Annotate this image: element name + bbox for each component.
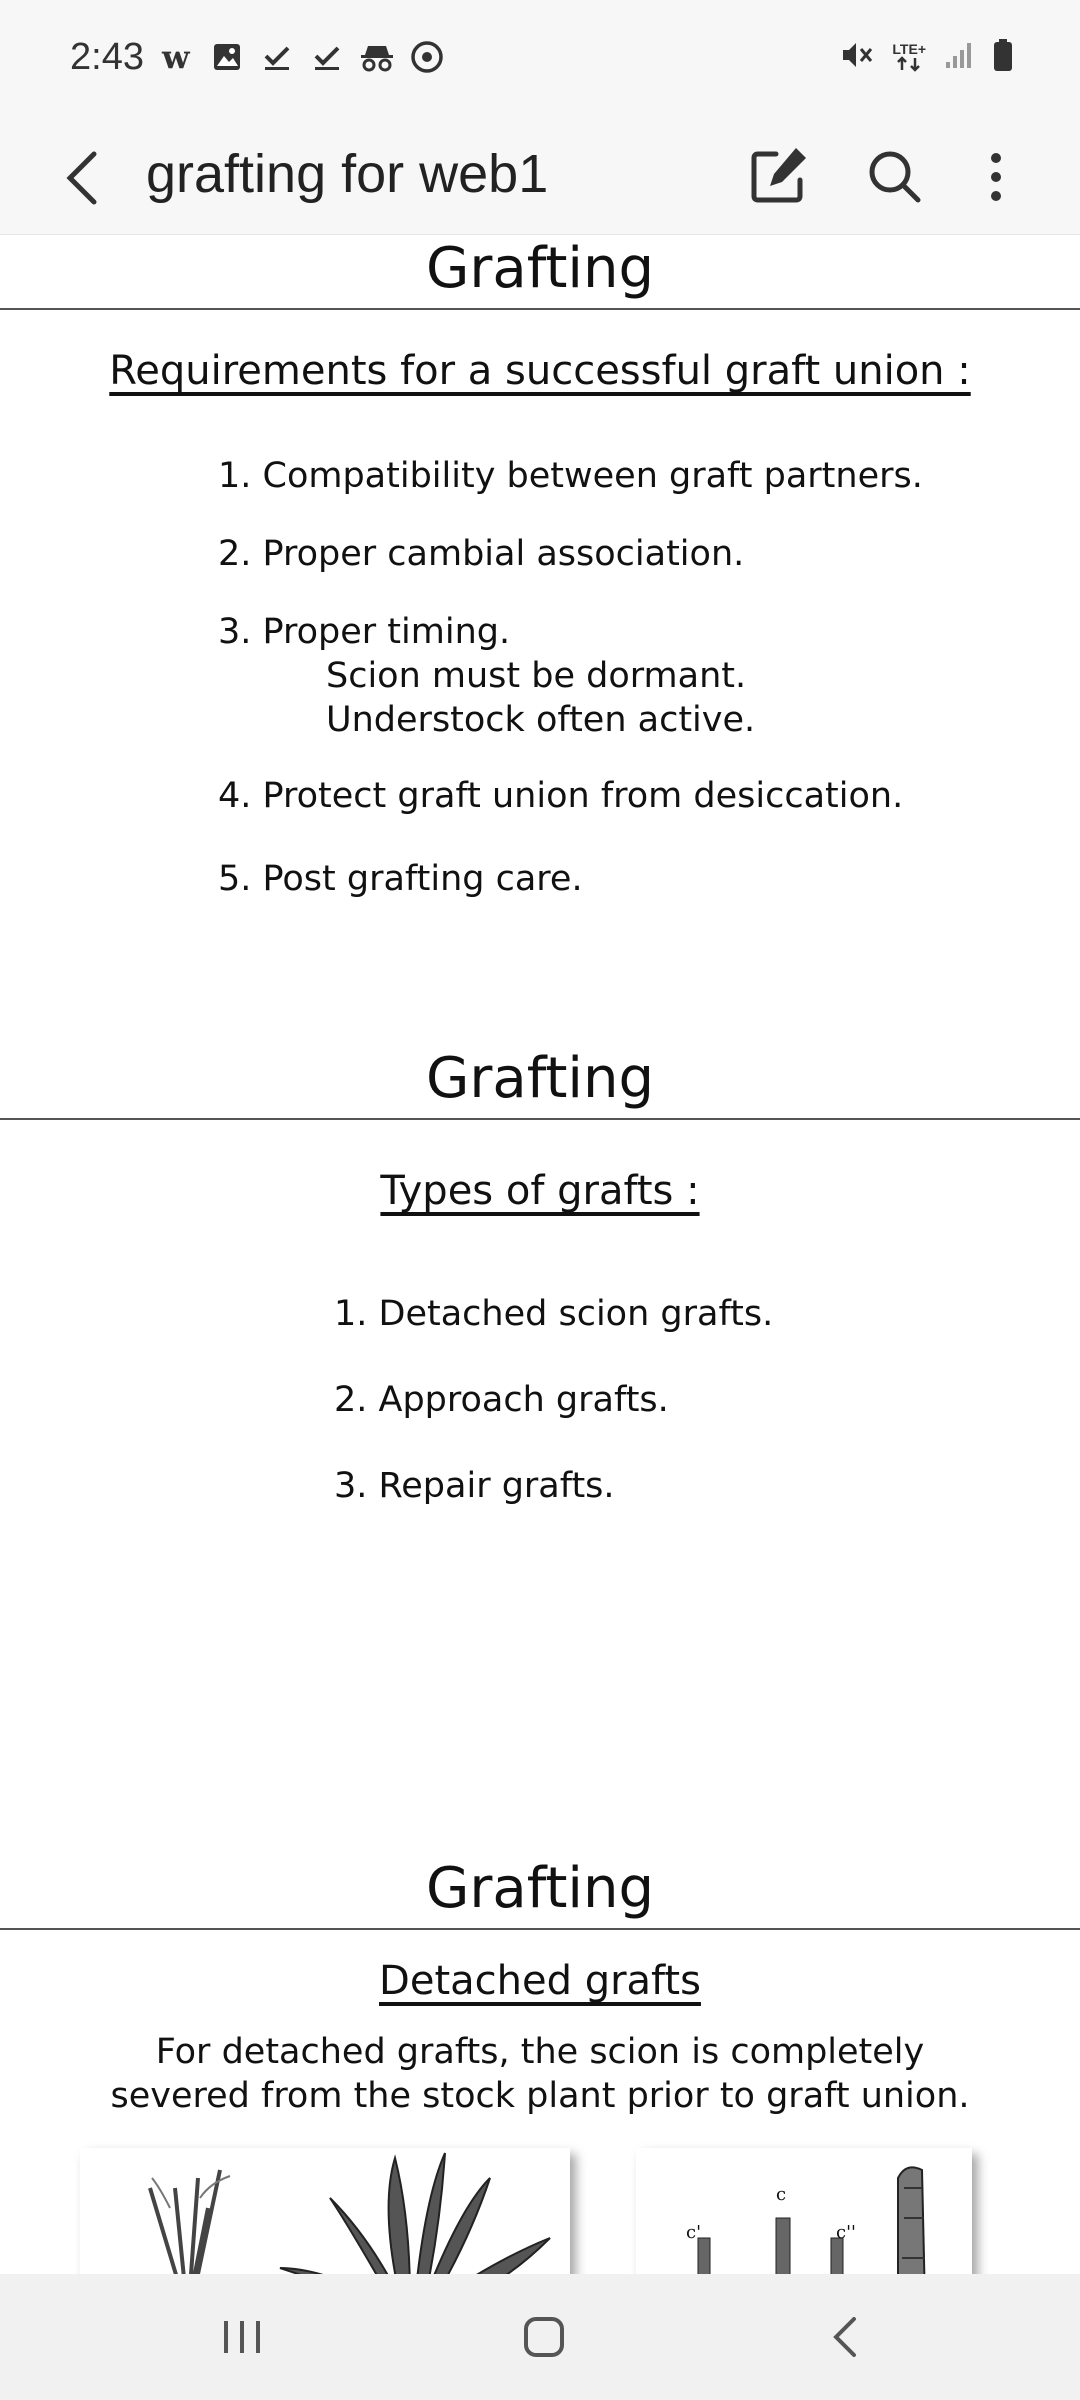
svg-text:w: w bbox=[162, 40, 190, 74]
divider bbox=[0, 1118, 1080, 1120]
list-item: 2. Approach grafts. bbox=[334, 1380, 669, 1420]
search-button[interactable] bbox=[852, 134, 938, 220]
divider bbox=[0, 308, 1080, 310]
slide-title: Grafting bbox=[425, 236, 655, 301]
mute-icon bbox=[840, 38, 874, 76]
battery-icon bbox=[992, 38, 1014, 76]
list-item: 1. Detached scion grafts. bbox=[334, 1294, 774, 1334]
list-item: 3. Repair grafts. bbox=[334, 1466, 615, 1506]
plant-illustration bbox=[80, 2148, 570, 2274]
check-icon bbox=[310, 40, 344, 74]
slide-paragraph-line: severed from the stock plant prior to graft union. bbox=[110, 2076, 970, 2116]
slide-paragraph-line: For detached grafts, the scion is completely bbox=[155, 2032, 925, 2072]
chevron-left-icon bbox=[54, 138, 134, 218]
list-item: 3. Proper timing. bbox=[218, 612, 511, 652]
document-title: grafting for web1 bbox=[146, 144, 549, 204]
network-type: LTE+ bbox=[892, 41, 926, 57]
slide-subtitle: Requirements for a successful graft union : bbox=[109, 348, 971, 394]
signal-icon bbox=[944, 40, 974, 74]
gallery-icon bbox=[210, 40, 244, 74]
edit-icon bbox=[736, 134, 822, 220]
chevron-left-icon bbox=[816, 2307, 876, 2367]
figure-label: c bbox=[776, 2184, 787, 2205]
recent-apps-button[interactable] bbox=[192, 2294, 292, 2380]
app-bar bbox=[0, 120, 1080, 235]
figure-label: c' bbox=[686, 2222, 702, 2243]
slide-subtitle: Detached grafts bbox=[379, 1958, 701, 2004]
graft-stems-illustration bbox=[636, 2148, 972, 2274]
slide-subtitle: Types of grafts : bbox=[380, 1168, 700, 1214]
list-item: 1. Compatibility between graft partners. bbox=[218, 456, 923, 496]
status-bar bbox=[0, 0, 1080, 120]
system-back-button[interactable] bbox=[796, 2294, 896, 2380]
more-options-button[interactable] bbox=[956, 134, 1036, 220]
lte-icon bbox=[892, 42, 926, 72]
list-item: 5. Post grafting care. bbox=[218, 859, 583, 899]
incognito-icon bbox=[360, 40, 394, 74]
divider bbox=[0, 1928, 1080, 1930]
list-item: 2. Proper cambial association. bbox=[218, 534, 745, 574]
system-icons bbox=[840, 38, 1014, 76]
w-app-icon bbox=[160, 40, 194, 74]
list-subitem: Scion must be dormant. bbox=[326, 656, 747, 696]
home-button[interactable] bbox=[494, 2294, 594, 2380]
figure-label: c'' bbox=[836, 2222, 856, 2243]
record-icon bbox=[410, 40, 444, 74]
home-icon bbox=[514, 2307, 574, 2367]
notification-icons bbox=[160, 40, 444, 74]
more-vertical-icon bbox=[956, 134, 1036, 220]
status-time: 2:43 bbox=[70, 36, 144, 78]
slide-title: Grafting bbox=[425, 1046, 655, 1111]
navigation-bar bbox=[0, 2274, 1080, 2400]
back-button[interactable] bbox=[54, 138, 134, 218]
recent-apps-icon bbox=[212, 2307, 272, 2367]
search-icon bbox=[852, 134, 938, 220]
document-view[interactable] bbox=[0, 236, 1080, 2274]
list-subitem: Understock often active. bbox=[326, 700, 756, 740]
edit-button[interactable] bbox=[736, 134, 822, 220]
check-icon bbox=[260, 40, 294, 74]
slide-title: Grafting bbox=[425, 1856, 655, 1921]
list-item: 4. Protect graft union from desiccation. bbox=[218, 776, 904, 816]
